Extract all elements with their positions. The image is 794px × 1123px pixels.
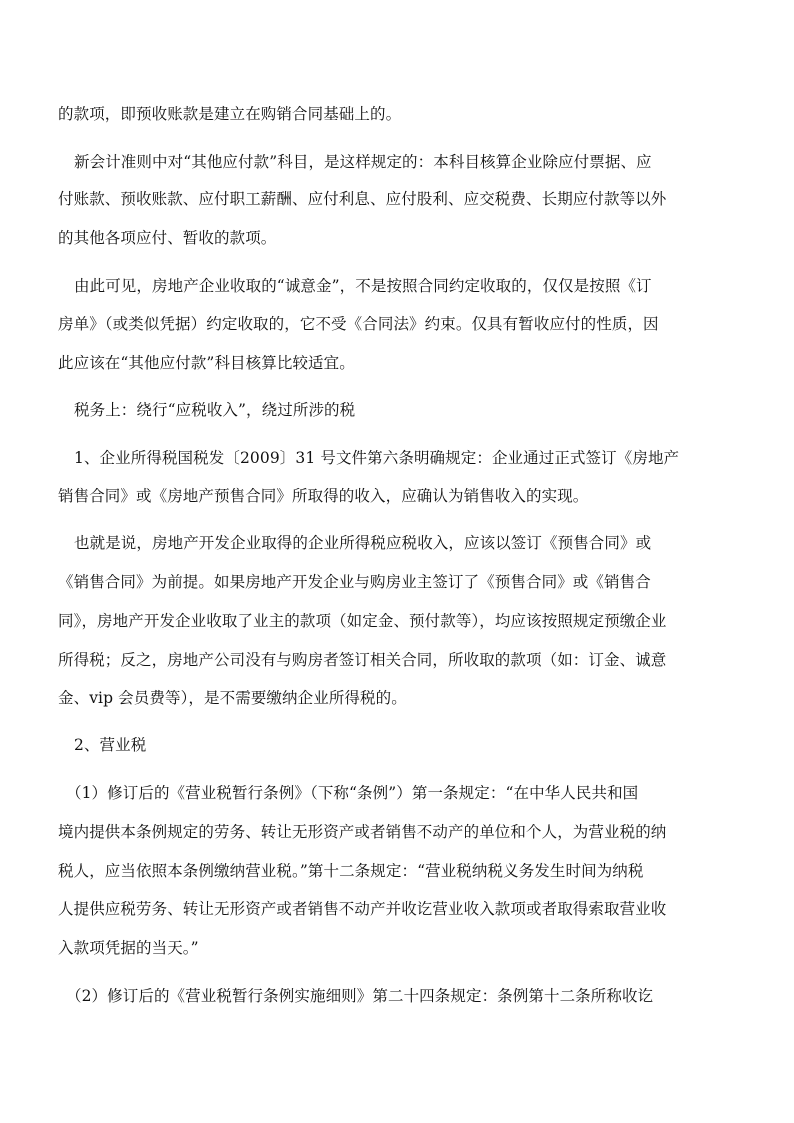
text-line: 《销售合同》为前提。如果房地产开发企业与购房业主签订了《预售合同》或《销售合 xyxy=(58,573,651,591)
text-line: 的款项，即预收账款是建立在购销合同基础上的。 xyxy=(58,105,402,123)
text-line: 税人，应当依照本条例缴纳营业税。”第十二条规定：“营业税纳税义务发生时间为纳税 xyxy=(58,862,644,880)
text-line: 入款项凭据的当天。” xyxy=(58,939,199,957)
text-line: 此应该在“其他应付款”科目核算比较适宜。 xyxy=(58,354,355,372)
text-line: 的其他各项应付、暂收的款项。 xyxy=(58,229,277,247)
paragraph-line: 也就是说，房地产开发企业取得的企业所得税应税收入，应该以签订《预售合同》或 xyxy=(74,534,652,552)
text-line: 房单》（或类似凭据）约定收取的，它不受《合同法》约束。仅具有暂收应付的性质，因 xyxy=(58,315,659,333)
paragraph-line: 1、企业所得税国税发〔2009〕31 号文件第六条明确规定：企业通过正式签订《房地产 xyxy=(74,449,680,467)
text-line: 同》，房地产开发企业收取了业主的款项（如定金、预付款等），均应该按照规定预缴企业 xyxy=(58,612,667,630)
text-line: 境内提供本条例规定的劳务、转让无形资产或者销售不动产的单位和个人，为营业税的纳 xyxy=(58,823,667,841)
text-line: 金、vip 会员费等），是不需要缴纳企业所得税的。 xyxy=(58,689,407,707)
paragraph-line: （2）修订后的《营业税暂行条例实施细则》第二十四条规定：条例第十二条所称收讫 xyxy=(66,987,654,1005)
paragraph-line: （1）修订后的《营业税暂行条例》（下称“条例”）第一条规定：“在中华人民共和国 xyxy=(66,784,639,802)
text-line: 销售合同》或《房地产预售合同》所取得的收入，应确认为销售收入的实现。 xyxy=(58,487,589,505)
text-line: 人提供应税劳务、转让无形资产或者销售不动产并收讫营业收入款项或者取得索取营业收 xyxy=(58,900,667,918)
paragraph-line: 新会计准则中对“其他应付款”科目，是这样规定的：本科目核算企业除应付票据、应 xyxy=(74,153,652,171)
paragraph-line: 由此可见，房地产企业收取的“诚意金”，不是按照合同约定收取的，仅仅是按照《订 xyxy=(74,277,652,295)
text-line: 所得税；反之，房地产公司没有与购房者签订相关合同，所收取的款项（如：订金、诚意 xyxy=(58,651,667,669)
text-line: 付账款、预收账款、应付职工薪酬、应付利息、应付股利、应交税费、长期应付款等以外 xyxy=(58,190,667,208)
section-heading: 2、营业税 xyxy=(74,736,147,754)
section-heading: 税务上：绕行“应税收入”，绕过所涉的税 xyxy=(74,401,356,419)
